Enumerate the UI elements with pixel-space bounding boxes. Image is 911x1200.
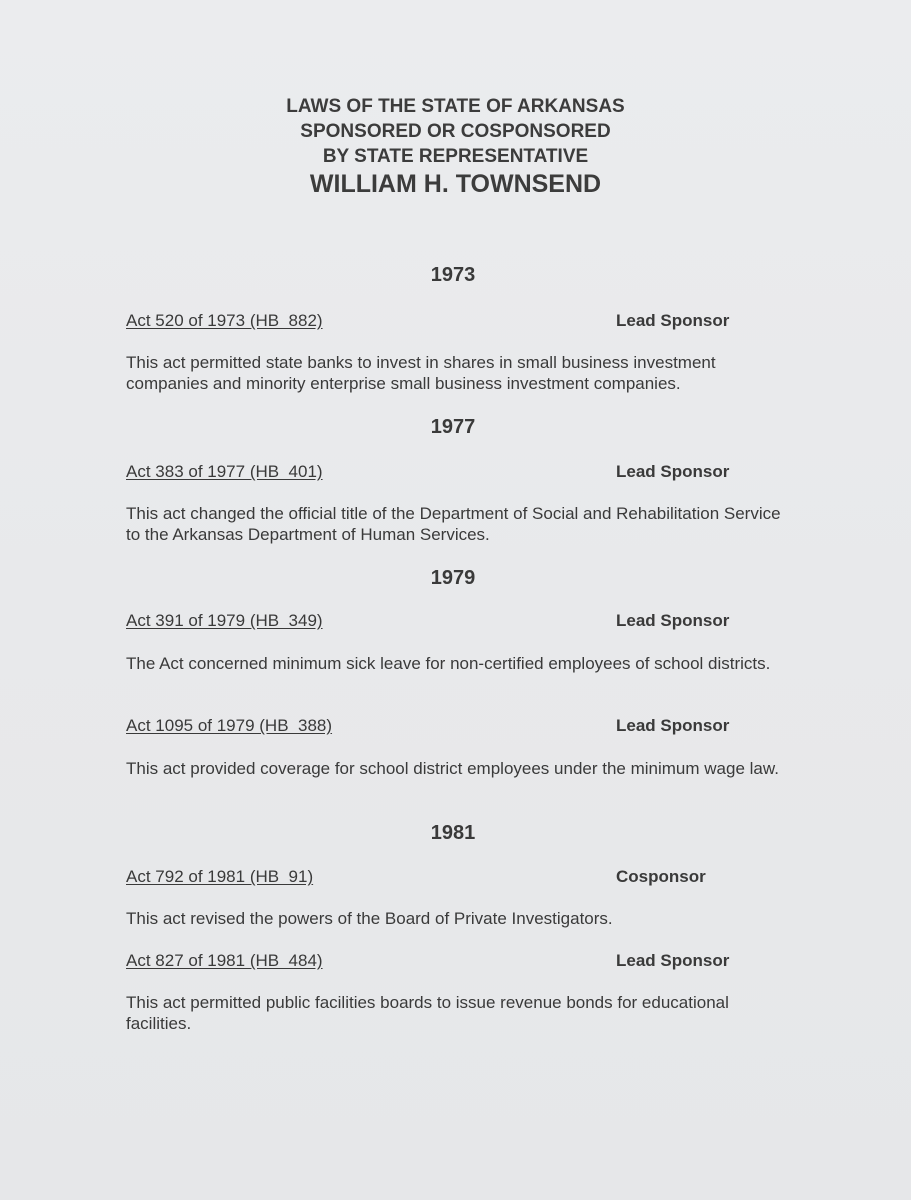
act-title: Act 1095 of 1979 (HB 388) (126, 716, 333, 735)
act-title: Act 391 of 1979 (HB 349) (126, 611, 323, 630)
title-line-1: LAWS OF THE STATE OF ARKANSAS (286, 96, 625, 117)
act-title: Act 520 of 1973 (HB 882) (126, 311, 323, 330)
sponsor-role: Lead Sponsor (616, 716, 730, 735)
sponsor-role: Lead Sponsor (616, 951, 730, 970)
sponsor-role: Lead Sponsor (616, 611, 730, 630)
act-description: This act changed the official title of the Department of Social and Rehabilitation Service to the Arkansas Department of Human Services. (126, 504, 781, 544)
sponsor-role: Cosponsor (616, 867, 706, 886)
act-title: Act 383 of 1977 (HB 401) (126, 462, 323, 481)
year-heading-1981: 1981 (430, 822, 476, 844)
act-description: This act provided coverage for school district employees under the minimum wage law. (126, 759, 779, 778)
year-heading-1979: 1979 (430, 567, 476, 589)
sponsor-role: Lead Sponsor (616, 311, 730, 330)
sponsor-role: Lead Sponsor (616, 462, 730, 481)
title-line-3: BY STATE REPRESENTATIVE (322, 146, 589, 167)
year-heading-1973: 1973 (430, 264, 476, 286)
act-title: Act 792 of 1981 (HB 91) (126, 867, 314, 886)
act-title: Act 827 of 1981 (HB 484) (126, 951, 323, 970)
act-description: This act permitted state banks to invest in shares in small business investment companies and minority enterprise small business investment companies. (126, 353, 716, 393)
title-line-2: SPONSORED OR COSPONSORED (300, 121, 611, 142)
act-description: The Act concerned minimum sick leave for non-certified employees of school districts. (126, 654, 771, 673)
act-description: This act permitted public facilities boards to issue revenue bonds for educational facilities. (126, 993, 729, 1033)
year-heading-1977: 1977 (430, 416, 476, 438)
act-description: This act revised the powers of the Board of Private Investigators. (126, 909, 613, 928)
representative-name: WILLIAM H. TOWNSEND (309, 170, 602, 198)
